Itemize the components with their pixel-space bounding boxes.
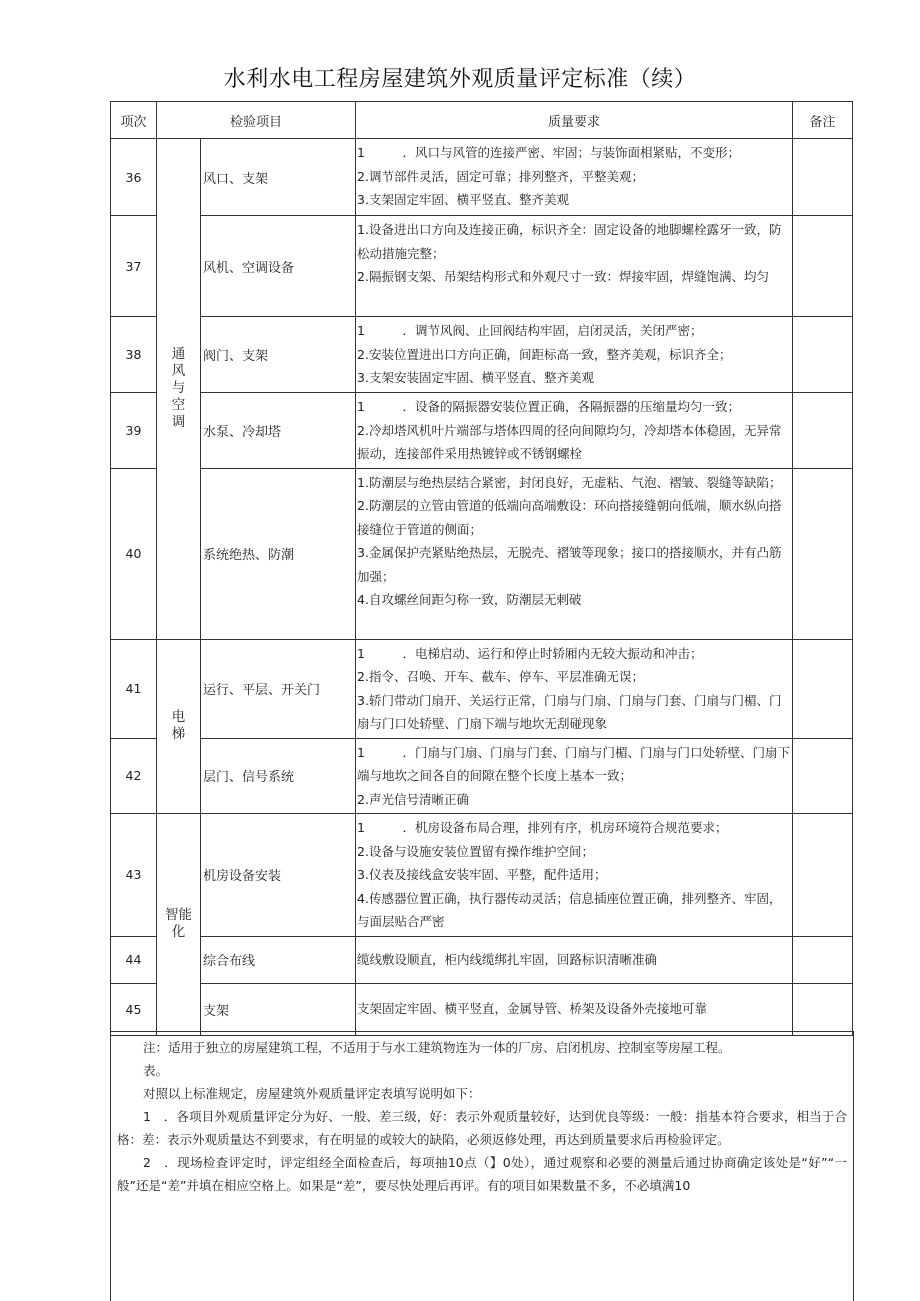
table-row	[111, 639, 853, 738]
row-number: 37	[111, 216, 157, 317]
note-paragraph: 表。	[143, 1063, 169, 1078]
table-row	[111, 216, 853, 317]
row-number: 44	[111, 936, 157, 983]
row-number: 41	[111, 639, 157, 738]
requirement: 1 ．设备的隔振器安装位置正确，各隔振器的压缩量均匀一致； 2.冷却塔风机叶片端部与塔体四周的径向间隙均匀，冷却塔本体稳固，无异常振动，连接部件采用热镀锌或不锈钢螺栓	[356, 393, 793, 469]
row-number: 36	[111, 139, 157, 216]
requirement: 1.防潮层与绝热层结合紧密，封闭良好，无虚粘、气泡、褶皱、裂缝等缺陷； 2.防潮层的立管由管道的低端向高端敷设：环向搭接缝朝向低端，顺水纵向搭接缝位于管道的侧面； 3.金属保护壳紧贴绝热层，无脱壳、褶皱等现象；接口的搭接顺水，并有凸筋加强； 4.自攻螺丝间距匀称一致，防潮层无剌破	[356, 468, 793, 639]
inspection-item: 风机、空调设备	[201, 216, 356, 317]
note-paragraph: 对照以上标准规定，房屋建筑外观质量评定表填写说明如下：	[143, 1086, 481, 1101]
category-smart: 智能化	[157, 814, 201, 1036]
requirement: 1 ．机房设备布局合理，排列有序，机房环境符合规范要求； 2.设备与设施安装位置留有操作维护空间； 3.仪表及接线盒安装牢固、平整，配件适用； 4.传感器位置正确，执行器传动灵活；信息插座位置正确，排列整齐、牢固，与面层贴合严密	[356, 814, 793, 937]
inspection-item: 风口、支架	[201, 139, 356, 216]
inspection-item: 系统绝热、防潮	[201, 468, 356, 639]
header-requirement: 质量要求	[356, 102, 793, 139]
remark-cell	[793, 317, 853, 393]
table-row	[111, 393, 853, 469]
remark-cell	[793, 814, 853, 937]
remark-cell	[793, 216, 853, 317]
row-number: 43	[111, 814, 157, 937]
row-number: 39	[111, 393, 157, 469]
category-elevator: 电梯	[157, 639, 201, 814]
inspection-item: 支架	[201, 983, 356, 1035]
note-paragraph: 1 ．各项目外观质量评定分为好、一般、差三级，好：表示外观质量较好，达到优良等级：一般：指基本符合要求，相当于合格：差：表示外观质量达不到要求，有在明显的或较大的缺陷，必须返修处理，再达到质量要求后再检验评定。	[117, 1109, 847, 1147]
row-number: 45	[111, 983, 157, 1035]
row-number: 40	[111, 468, 157, 639]
requirement: 支架固定牢固、横平竖直，金属导管、桥架及设备外壳接地可靠	[356, 983, 793, 1035]
requirement: 1.设备进出口方向及连接正确，标识齐全：固定设备的地脚螺栓露牙一致，防松动措施完整； 2.隔振钢支架、吊架结构形式和外观尺寸一致：焊接牢固，焊缝饱满、均匀	[356, 216, 793, 317]
table-row	[111, 468, 853, 639]
inspection-item: 运行、平层、开关门	[201, 639, 356, 738]
remark-cell	[793, 738, 853, 814]
inspection-item: 层门、信号系统	[201, 738, 356, 814]
inspection-item: 阀门、支架	[201, 317, 356, 393]
note-paragraph: 注：适用于独立的房屋建筑工程，不适用于与水工建筑物连为一体的厂房、启闭机房、控制室等房屋工程。	[143, 1040, 731, 1055]
header-item: 检验项目	[157, 102, 356, 139]
header-no: 项次	[111, 102, 157, 139]
requirement: 1 ．电梯启动、运行和停止时轿厢内无较大振动和冲击； 2.指令、召唤、开车、截车、停车、平层准确无误； 3.轿门带动门扇开、关运行正常，门扇与门扇、门扇与门套、门扇与门楣、门扇与门口处轿壁、门扇下端与地坎无刮碰现象	[356, 639, 793, 738]
note-paragraph: 2 ．现场检查评定时，评定组经全面检查后，每项抽10点（】0处），通过观察和必要的测量后通过协商确定该处是“好”“一般”还是“差”并填在相应空格上。如果是“差”，要尽快处理后再评。有的项目如果数量不多，不必填满10	[117, 1155, 847, 1193]
requirement: 1 ．调节风阀、止回阀结构牢固，启闭灵活，关闭严密； 2.安装位置进出口方向正确，间距标高一致，整齐美观，标识齐全； 3.支架安装固定牢固、横平竖直、整齐美观	[356, 317, 793, 393]
remark-cell	[793, 393, 853, 469]
requirement: 1 ．门扇与门扇、门扇与门套、门扇与门楣、门扇与门口处轿壁、门扇下端与地坎之间各自的间隙在整个长度上基本一致； 2.声光信号清晰正确	[356, 738, 793, 814]
remark-cell	[793, 468, 853, 639]
table-row	[111, 936, 853, 983]
table-row	[111, 139, 853, 216]
requirement: 1 ．风口与风管的连接严密、牢固；与装饰面相紧贴，不变形； 2.调节部件灵活，固定可靠；排列整齐，平整美观； 3.支架固定牢固、横平竖直、整齐美观	[356, 139, 793, 216]
category-hvac: 通风与空调	[157, 139, 201, 640]
inspection-item: 水泵、冷却塔	[201, 393, 356, 469]
requirement: 缆线敷设顺直，柜内线缆绑扎牢固，回路标识清晰准确	[356, 936, 793, 983]
remark-cell	[793, 139, 853, 216]
inspection-item: 机房设备安装	[201, 814, 356, 937]
table-header-row	[111, 102, 853, 139]
table-row	[111, 738, 853, 814]
notes-section	[110, 1031, 854, 1301]
remark-cell	[793, 639, 853, 738]
page-title: 水利水电工程房屋建筑外观质量评定标准（续）	[223, 67, 697, 92]
table-row	[111, 814, 853, 937]
inspection-item: 综合布线	[201, 936, 356, 983]
table-row	[111, 317, 853, 393]
row-number: 42	[111, 738, 157, 814]
row-number: 38	[111, 317, 157, 393]
remark-cell	[793, 983, 853, 1035]
remark-cell	[793, 936, 853, 983]
table-row	[111, 983, 853, 1035]
quality-standard-table	[110, 101, 853, 1036]
header-remark: 备注	[793, 102, 853, 139]
